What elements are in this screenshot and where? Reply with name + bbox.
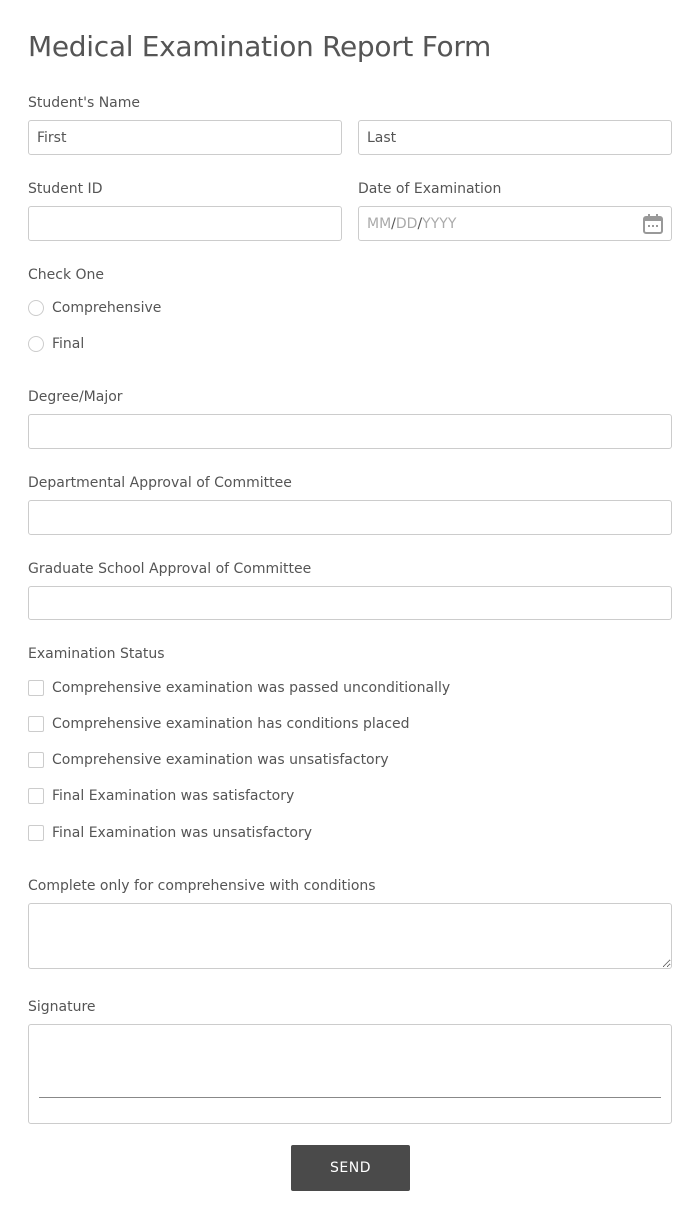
grad-approval-input[interactable] [28, 586, 672, 620]
signature-label: Signature [28, 999, 96, 1015]
radio-comprehensive[interactable] [28, 300, 161, 316]
option-label: Comprehensive [52, 300, 162, 316]
send-button[interactable]: SEND [291, 1145, 410, 1191]
dept-approval-input[interactable] [28, 500, 672, 535]
exam-status-label: Examination Status [28, 646, 165, 662]
dept-approval-label: Departmental Approval of Committee [28, 475, 292, 491]
radio-button[interactable] [28, 300, 44, 316]
checkbox-passed[interactable] [28, 680, 450, 696]
checkbox[interactable] [28, 825, 44, 841]
date-separator: / [417, 215, 423, 232]
check-one-label: Check One [28, 267, 105, 283]
option-label: Comprehensive examination was unsatisfactory [52, 752, 389, 768]
option-label: Final [52, 336, 85, 352]
month-placeholder: MM [367, 215, 392, 232]
student-id-label: Student ID [28, 181, 103, 197]
degree-label: Degree/Major [28, 389, 123, 405]
student-name-label: Student's Name [28, 95, 141, 111]
last-name-input[interactable] [358, 120, 672, 155]
date-label: Date of Examination [358, 181, 502, 197]
radio-final[interactable] [28, 336, 84, 352]
conditions-label: Complete only for comprehensive with conditions [28, 878, 376, 894]
checkbox-conditions[interactable] [28, 716, 410, 732]
checkbox[interactable] [28, 716, 44, 732]
checkbox-final-unsatisfactory[interactable] [28, 825, 312, 841]
year-placeholder: YYYY [422, 215, 457, 232]
signature-line [39, 1097, 661, 1098]
date-input[interactable] [358, 206, 672, 241]
signature-pad[interactable] [28, 1024, 672, 1124]
date-separator: / [391, 215, 396, 232]
calendar-icon[interactable] [643, 214, 663, 234]
option-label: Final Examination was unsatisfactory [52, 825, 313, 841]
radio-button[interactable] [28, 336, 44, 352]
first-name-input[interactable] [28, 120, 342, 155]
option-label: Final Examination was satisfactory [52, 788, 295, 804]
degree-input[interactable] [28, 414, 672, 449]
grad-approval-label: Graduate School Approval of Committee [28, 561, 312, 577]
conditions-textarea[interactable] [28, 903, 672, 969]
day-placeholder: DD [395, 215, 418, 232]
page-title: Medical Examination Report Form [28, 30, 492, 63]
checkbox-final-satisfactory[interactable] [28, 788, 294, 804]
checkbox[interactable] [28, 788, 44, 804]
checkbox[interactable] [28, 752, 44, 768]
option-label: Comprehensive examination was passed unconditionally [52, 680, 451, 696]
checkbox[interactable] [28, 680, 44, 696]
student-id-input[interactable] [28, 206, 342, 241]
checkbox-unsatisfactory[interactable] [28, 752, 389, 768]
option-label: Comprehensive examination has conditions placed [52, 716, 410, 732]
